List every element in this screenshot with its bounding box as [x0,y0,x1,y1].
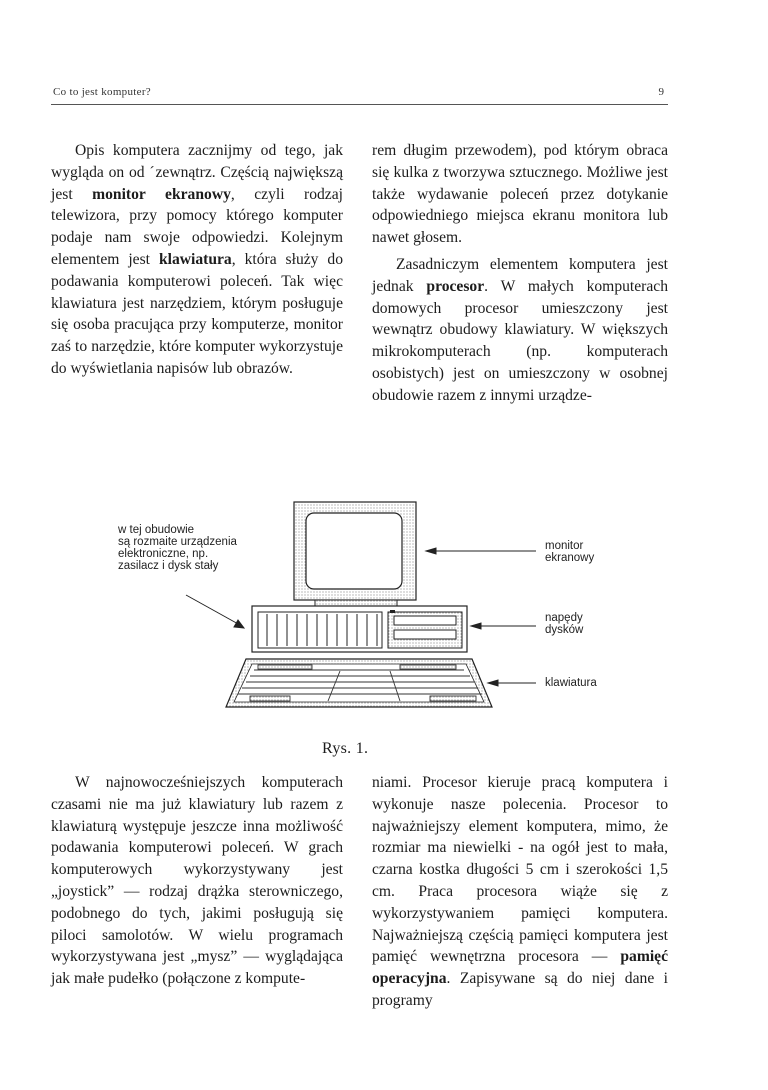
bold-term-monitor: monitor ekranowy [92,185,231,203]
paragraph: rem długim przewodem), pod którym obraca się kulka z tworzywa sztucznego. Możliwe jest także wydawanie poleceń przez dotykanie odpowiedniego miejsca ekranu monitora lub nawet głosem. [372,142,668,247]
running-title: Co to jest komputer? [53,86,151,98]
text-span: Opis komputera zacznijmy od tego, jak wygląda on od ˊzewnątrz. Częścią największą jest [51,142,343,203]
paragraph [372,254,668,407]
text-column-top-left [51,140,343,380]
text-column-top-right [372,140,668,407]
label-disk-drives: napędy dysków [545,612,584,636]
computer-figure [100,495,660,720]
text-column-bottom-right [372,772,668,1012]
page-number: 9 [658,86,664,98]
keyboard-drawing [226,659,492,707]
running-header [51,86,668,105]
text-span: . Zapisywane są do niej dane i programy [372,970,668,1009]
paragraph [51,140,343,380]
label-system-unit: w tej obudowie są rozmaite urządzenia elektroniczne, np. zasilacz i dysk stały [118,524,237,572]
label-keyboard: klawiatura [545,677,597,689]
figure-caption: Rys. 1. [322,740,369,757]
text-span: . W małych komputerach domowych procesor umieszczony jest wewnątrz obudowy klawiatury. W większych mikrokomputerach (np. komputerach osobistych) jest on umieszczony w osobnej obudowie razem z innymi urządze- [372,277,668,404]
system-unit-drawing [252,606,467,652]
text-column-bottom-left [51,772,343,990]
text-span: , która służy do podawania komputerowi poleceń. Tak więc klawiatura jest narzędziem, którym posługuje się osoba pracująca przy komputerze, monitor zaś to narzędzie, które komputer wykorzystuje do wyświetlania napisów lub obrazów. [51,250,343,377]
monitor-drawing [294,502,416,606]
text-span: , czyli rodzaj telewizora, przy pomocy którego komputer podaje nam swoje odpowiedzi. Kolejnym elementem jest [51,185,343,268]
bold-term-operating-memory: pamięć operacyjna [372,948,668,988]
paragraph [372,772,668,1012]
text-span: niami. Procesor kieruje pracą komputera i wykonuje nasze polecenia. Procesor to najważniejszy element komputera, mimo, że rozmiar ma niewielki - na ogół jest to mała, czarna kostka długości 5 cm i szerokości 1,5 cm. Praca procesora wiąże się z wykorzystywaniem pamięci komputera. Najważniejszą częścią pamięci komputera jest pamięć wewnętrzna procesora — [372,774,668,966]
paragraph: W najnowocześniejszych komputerach czasami nie ma już klawiatury lub razem z klawiaturą występuje jeszcze inna możliwość podawania komputerowi poleceń. W grach komputerowych wykorzystywany jest „joystick” — rodzaj drążka sterowniczego, podobnego do tych, jakimi posługują się piloci samolotów. W wielu programach wykorzystywana jest „mysz” — wyglądająca jak małe pudełko (połączone z kompute- [51,774,343,988]
bold-term-processor: procesor [426,277,485,295]
bold-term-keyboard: klawiatura [158,250,232,268]
label-monitor: monitor ekranowy [545,540,595,564]
text-span: Zasadniczym elementem komputera jest jednak [372,255,668,295]
